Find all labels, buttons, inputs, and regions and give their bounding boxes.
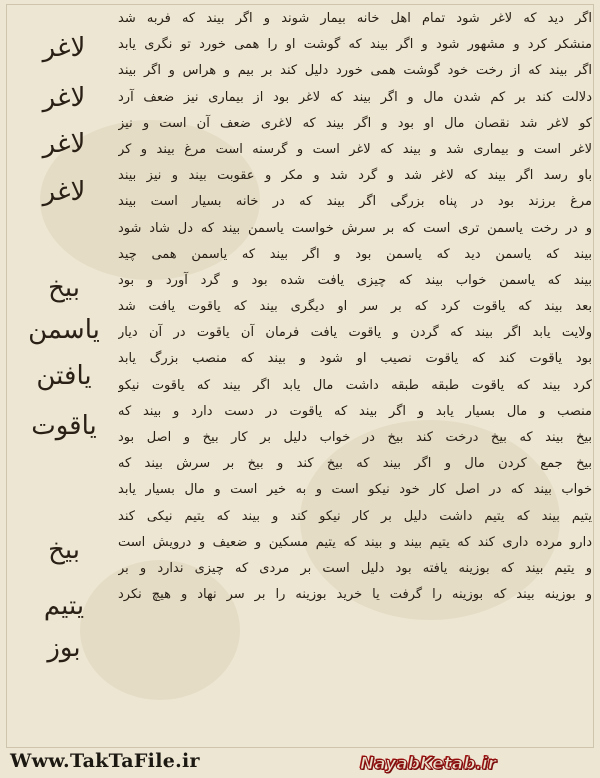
margin-note: بیخ xyxy=(48,273,80,303)
text-line: بیند که یاسمن دید که یاسمن بود و اگر بیند که یاسمن همی چید xyxy=(118,246,592,262)
manuscript-body xyxy=(118,6,592,744)
text-line: بعد بیند که یاقوت کرد که بر سر او دیگری بیند که یاقوت یافت شد xyxy=(118,299,592,315)
margin-note: لاغر xyxy=(42,83,86,113)
text-line: اگر دید که لاغر شود تمام اهل خانه بیمار شوند و اگر بیند که فربه شد xyxy=(118,11,592,26)
margin-note: لاغر xyxy=(42,33,86,63)
margin-note: یاسمن xyxy=(28,315,100,345)
margin-note: لاغر xyxy=(42,129,86,159)
text-line: یتیم بیند که یتیم داشت دلیل بر کار نیکو کند و بیند که یتیم نیکی کند xyxy=(118,508,592,524)
watermark-footer xyxy=(0,746,600,778)
watermark-taktafile: Www.TakTaFile.ir xyxy=(10,750,200,772)
text-line: لاغر است و بیماری شد و بیند که لاغر است و گرسنه است مرغ بیند و کر xyxy=(118,141,592,157)
text-line: ولایت یابد اگر بیند که گردن و یاقوت یافت فرمان آن یاقوت در آن دیار xyxy=(118,325,592,341)
text-line: دارو مرده داری کند که یتیم بیند و بیند که یتیم مسکین و ضعیف و درویش است xyxy=(118,534,592,550)
text-line: باو رسد اگر بیند که لاغر شد و گرد شد و مکر و عقوبت بیند و نیز بیند xyxy=(118,168,592,184)
text-line: بیخ بیند که بیخ درخت کند بیخ در خواب دلیل بر کار بیخ و اصل بود xyxy=(118,430,592,445)
margin-note: یافتن xyxy=(36,361,92,391)
margin-note: بوز xyxy=(47,633,81,663)
text-line: کرد بیند که یاقوت طبقه طبقه داشت مال یابد اگر بیند که یاقوت نیکو xyxy=(118,377,592,393)
text-line: بیند که یاسمن خواب بیند که چیزی یافت شده بود و گرد آورد و بود xyxy=(118,272,592,288)
text-line: کو لاغر شد نقصان مال او بود و اگر بیند که لاغری ضعف آن است و نیز xyxy=(118,115,592,131)
text-line: و یتیم بیند که بوزینه یافته بود دلیل است بر مردی که چیزی ندارد و بر xyxy=(118,560,592,576)
text-line: دلالت کند بر کم شدن مال و اگر بیند که لاغر بود از بیماری نیز ضعف آرد xyxy=(118,89,592,105)
margin-note: لاغر xyxy=(42,177,86,207)
text-line: بیخ جمع کردن مال و اگر بیند که بیخ کند و بیخ بر سرش بیند که xyxy=(118,456,592,472)
text-line: خواب بیند که در اصل کار خود نیکو است و به خیر است و مال بسیار یابد xyxy=(118,482,592,498)
text-line: منشکر کرد و مشهور شود و اگر بیند که گوشت او را همی خورد تو نگری یابد xyxy=(118,37,592,53)
text-line: اگر بیند که از رخت خود گوشت همی خورد دلیل کند بر بیم و هراس و اگر بیند xyxy=(118,63,592,79)
margin-note: یتیم xyxy=(43,591,85,621)
text-line: و در رخت یاسمن تری است که بر سرش خواست یاسمن بیند که دل شاد شود xyxy=(118,220,592,236)
margin-note: یاقوت xyxy=(31,411,97,441)
margin-note: بیخ xyxy=(48,535,80,565)
watermark-nayabketab: NayabKetab.ir xyxy=(360,754,497,774)
text-line: مرغ برزند بود در پناه بزرگی اگر بیند که در خانه بسیار است بیند xyxy=(118,194,592,210)
text-line: و بوزینه بیند که بوزینه را گرفت یا خرید بوزینه را بر سر نهاد و هیچ نکرد xyxy=(118,587,592,603)
text-line: بود یاقوت کند که یاقوت نصیب او شود و بیند که منصب بزرگ یابد xyxy=(118,351,592,367)
margin-notes xyxy=(10,10,118,750)
text-line: منصب و مال بسیار یابد و اگر بیند که یاقوت در دست دارد و بیند که xyxy=(118,403,592,419)
